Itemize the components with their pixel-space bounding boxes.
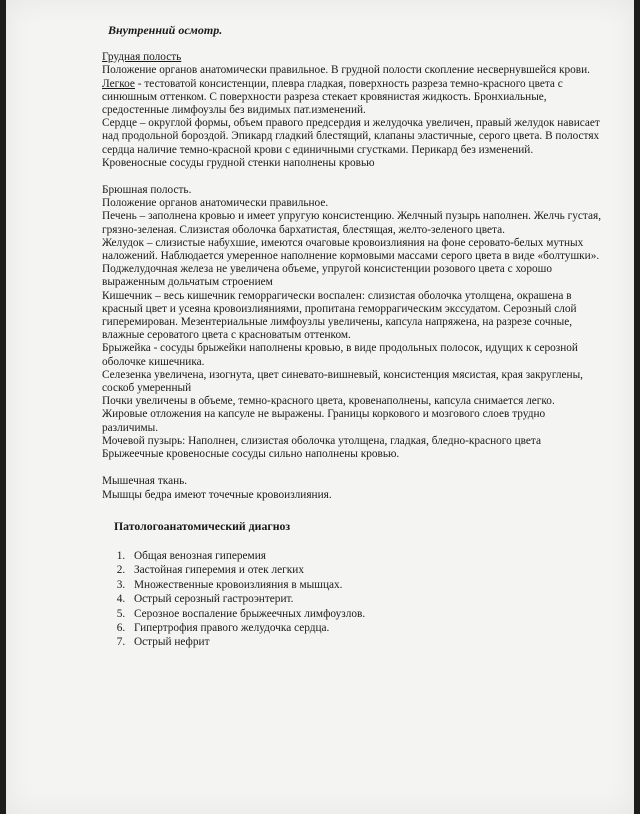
diagnosis-item: 2. Застойная гиперемия и отек легких [128, 563, 602, 577]
document-title: Внутренний осмотр. [108, 23, 223, 37]
bladder-paragraph: Мочевой пузырь: Наполнен, слизистая оболочка утолщена, гладкая, бледно-красного цвета [102, 434, 542, 447]
heart-paragraph: Сердце – округлой формы, объем правого предсердия и желудочка увеличен, правый желудок нависает над продольной бороздой. Эпикард гладкий блестящий, клапаны эластичные, серого цвета. В полостях сердца наличие темно-красной крови с единичными сгустками. Перикард без изменений. [102, 117, 600, 156]
pancreas-paragraph: Поджелудочная железа не увеличена объеме, упругой консистенции розового цвета с хорошо выраженным дольчатым строением [102, 263, 552, 289]
lung-paragraph [102, 78, 602, 118]
spacer [102, 461, 602, 475]
diagnosis-item: 6. Гипертрофия правого желудочка сердца. [128, 621, 602, 635]
diagnosis-item: 1. Общая венозная гиперемия [128, 549, 602, 563]
document-page [6, 0, 634, 814]
diagnosis-item: 5. Серозное воспаление брыжеечных лимфоузлов. [128, 607, 602, 621]
abdomen-organs-position: Положение органов анатомически правильное. [102, 197, 329, 210]
liver-paragraph: Печень – заполнена кровью и имеет упругую консистенцию. Желчный пузырь наполнен. Желчь густая, грязно-зеленая. Слизистая оболочка бархатистая, блестящая, желто-зеленого цвета. [102, 210, 602, 236]
diagnosis-item: 7. Острый нефрит [128, 635, 602, 649]
stomach-paragraph: Желудок – слизистые набухшие, имеются очаговые кровоизлияния на фоне серовато-белых мутных наложений. Наблюдается умеренное наполнение кормовыми массами серого цвета в виде «болтушки». [102, 236, 600, 263]
spleen-paragraph: Селезенка увеличена, изогнута, цвет синевато-вишневый, консистенция мясистая, края закруглены, соскоб умеренный [102, 368, 583, 395]
abdomen-heading: Брюшная полость. [102, 184, 192, 197]
chest-organs-position: Положение органов анатомически правильное. В грудной полости скопление несвернувшейся крови. [102, 64, 590, 77]
diagnosis-item: 3. Множественные кровоизлияния в мышцах. [128, 578, 602, 592]
mesentery-paragraph: Брыжейка - сосуды брыжейки наполнены кровью, в виде продольных полосок, идущих к серозной оболочке кишечника. [102, 342, 578, 368]
chest-heading: Грудная полость [102, 51, 182, 64]
spacer [102, 170, 602, 184]
mesenteric-vessels-paragraph: Брыжеечные кровеносные сосуды сильно наполнены кровью. [102, 448, 400, 461]
document-content [102, 12, 602, 650]
diagnosis-item: 4. Острый серозный гастроэнтерит. [128, 592, 602, 606]
diagnosis-list [108, 549, 602, 650]
intestine-paragraph: Кишечник – весь кишечник геморрагически воспален: слизистая оболочка утолщена, окрашена в красный цвет и усеяна кровоизлияниями, пропитана геморрагическим экссудатом. Серозный слой гиперемирован. Мезентериальные лимфоузлы увеличены, капсула напряжена, на разрезе сочные, влажные сероватого цвета с красноватым оттенком. [102, 289, 577, 342]
kidneys-paragraph: Почки увеличены в объеме, темно-красного цвета, кровенаполнены, капсула снимается легко. Жировые отложения на капсуле не выражены. Границы коркового и мозгового слоев трудно различимы. [102, 395, 555, 434]
lung-label: Легкое [102, 77, 135, 90]
diagnosis-heading: Патологоанатомический диагноз [114, 518, 291, 533]
muscle-paragraph: Мышцы бедра имеют точечные кровоизлияния. [102, 488, 332, 501]
lung-text: - тестоватой консистенции, плевра гладкая, поверхность разреза темно-красного цвета с синюшным оттенком. С поверхности разреза стекает кровянистая жидкость. Бронхиальные, средостенные лимфоузлы без видимых пат.изменений. [102, 77, 563, 117]
chest-vessels-paragraph: Кровеносные сосуды грудной стенки наполнены кровью [102, 156, 375, 169]
muscle-heading: Мышечная ткань. [102, 475, 188, 488]
